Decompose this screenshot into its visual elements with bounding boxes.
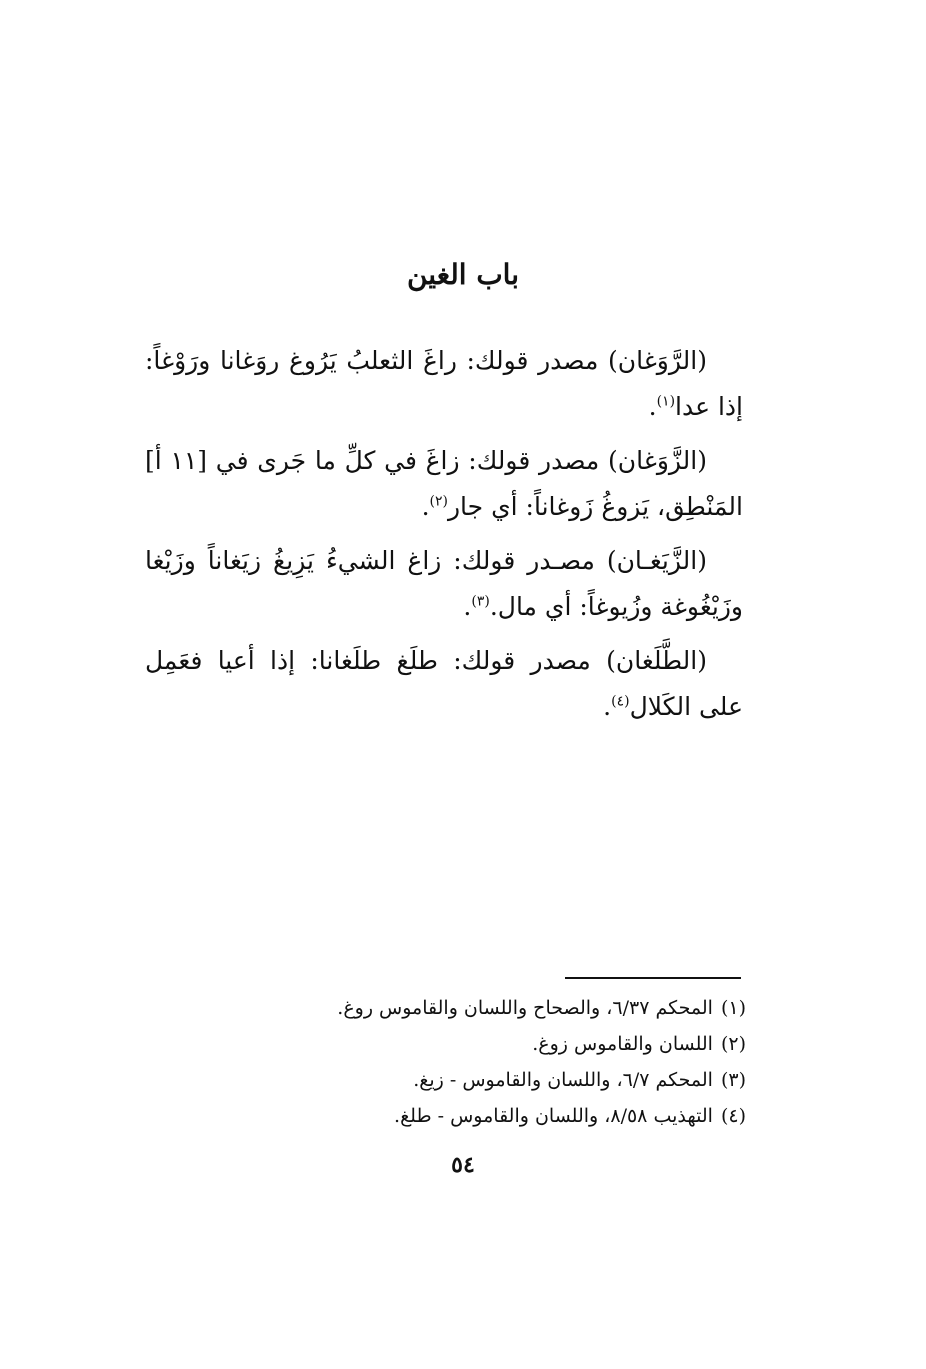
footnote (300, 990, 746, 1026)
footnote-number: (١) (720, 997, 746, 1019)
footnote-reference: (٤) (611, 693, 630, 710)
entry-tail: . (648, 392, 657, 421)
entry-text: مصدر قولك: طلَغ طلَغانا: إذا أعيا فعَمِل على الكَلال (145, 646, 743, 721)
entry-tail: . (463, 592, 472, 621)
footnote-separator (565, 977, 741, 979)
entry-tail: . (421, 492, 430, 521)
footnote-number: (٤) (720, 1105, 746, 1127)
footnote (300, 1062, 746, 1098)
dictionary-entry (145, 338, 743, 430)
entry-headword: (الرَّوَغان) (608, 346, 707, 375)
chapter-title: باب الغين (406, 258, 519, 291)
page-number: ٥٤ (451, 1152, 475, 1178)
entry-headword: (الزَّوَغان) (608, 446, 708, 475)
footnote-number: (٢) (720, 1033, 746, 1055)
footnote-reference: (١) (656, 393, 676, 410)
footnote-text: اللسان والقاموس زوغ. (532, 1033, 713, 1055)
entry-text: مصـدر قولك: زاغ الشيءُ يَزِيغُ زيَغاناً وزَيْغا وزَيْغُوغة وزُيوغاً: أي مال. (145, 546, 743, 621)
footnotes (300, 990, 746, 1134)
dictionary-entry (145, 438, 743, 530)
entry-headword: (الطَّلَغان) (606, 646, 707, 675)
entry-headword: (الزَّيَغـان) (606, 546, 707, 575)
footnote-reference: (٢) (429, 493, 448, 510)
footnote (300, 1026, 746, 1062)
dictionary-entries (145, 338, 743, 738)
footnote-text: المحكم ٦/٣٧، والصحاح واللسان والقاموس روغ. (337, 997, 713, 1019)
footnote (300, 1098, 746, 1134)
dictionary-entry (145, 638, 743, 730)
entry-text: مصدر قولك: راغَ الثعلبُ يَرُوغ روَغانا ورَوْغاً: إذا عدا (145, 346, 743, 421)
footnote-number: (٣) (720, 1069, 746, 1091)
footnote-reference: (٣) (471, 593, 490, 610)
dictionary-entry (145, 538, 743, 630)
entry-tail: . (603, 692, 612, 721)
footnote-text: التهذيب ٨/٥٨، واللسان والقاموس - طلغ. (394, 1105, 713, 1127)
entry-text: مصدر قولك: زاغَ في كلِّ ما جَرى في [١١ أ] المَنْطِق، يَزوغُ زَوغاناً: أي جار (145, 446, 743, 521)
footnote-text: المحكم ٦/٧، واللسان والقاموس - زيغ. (413, 1069, 713, 1091)
